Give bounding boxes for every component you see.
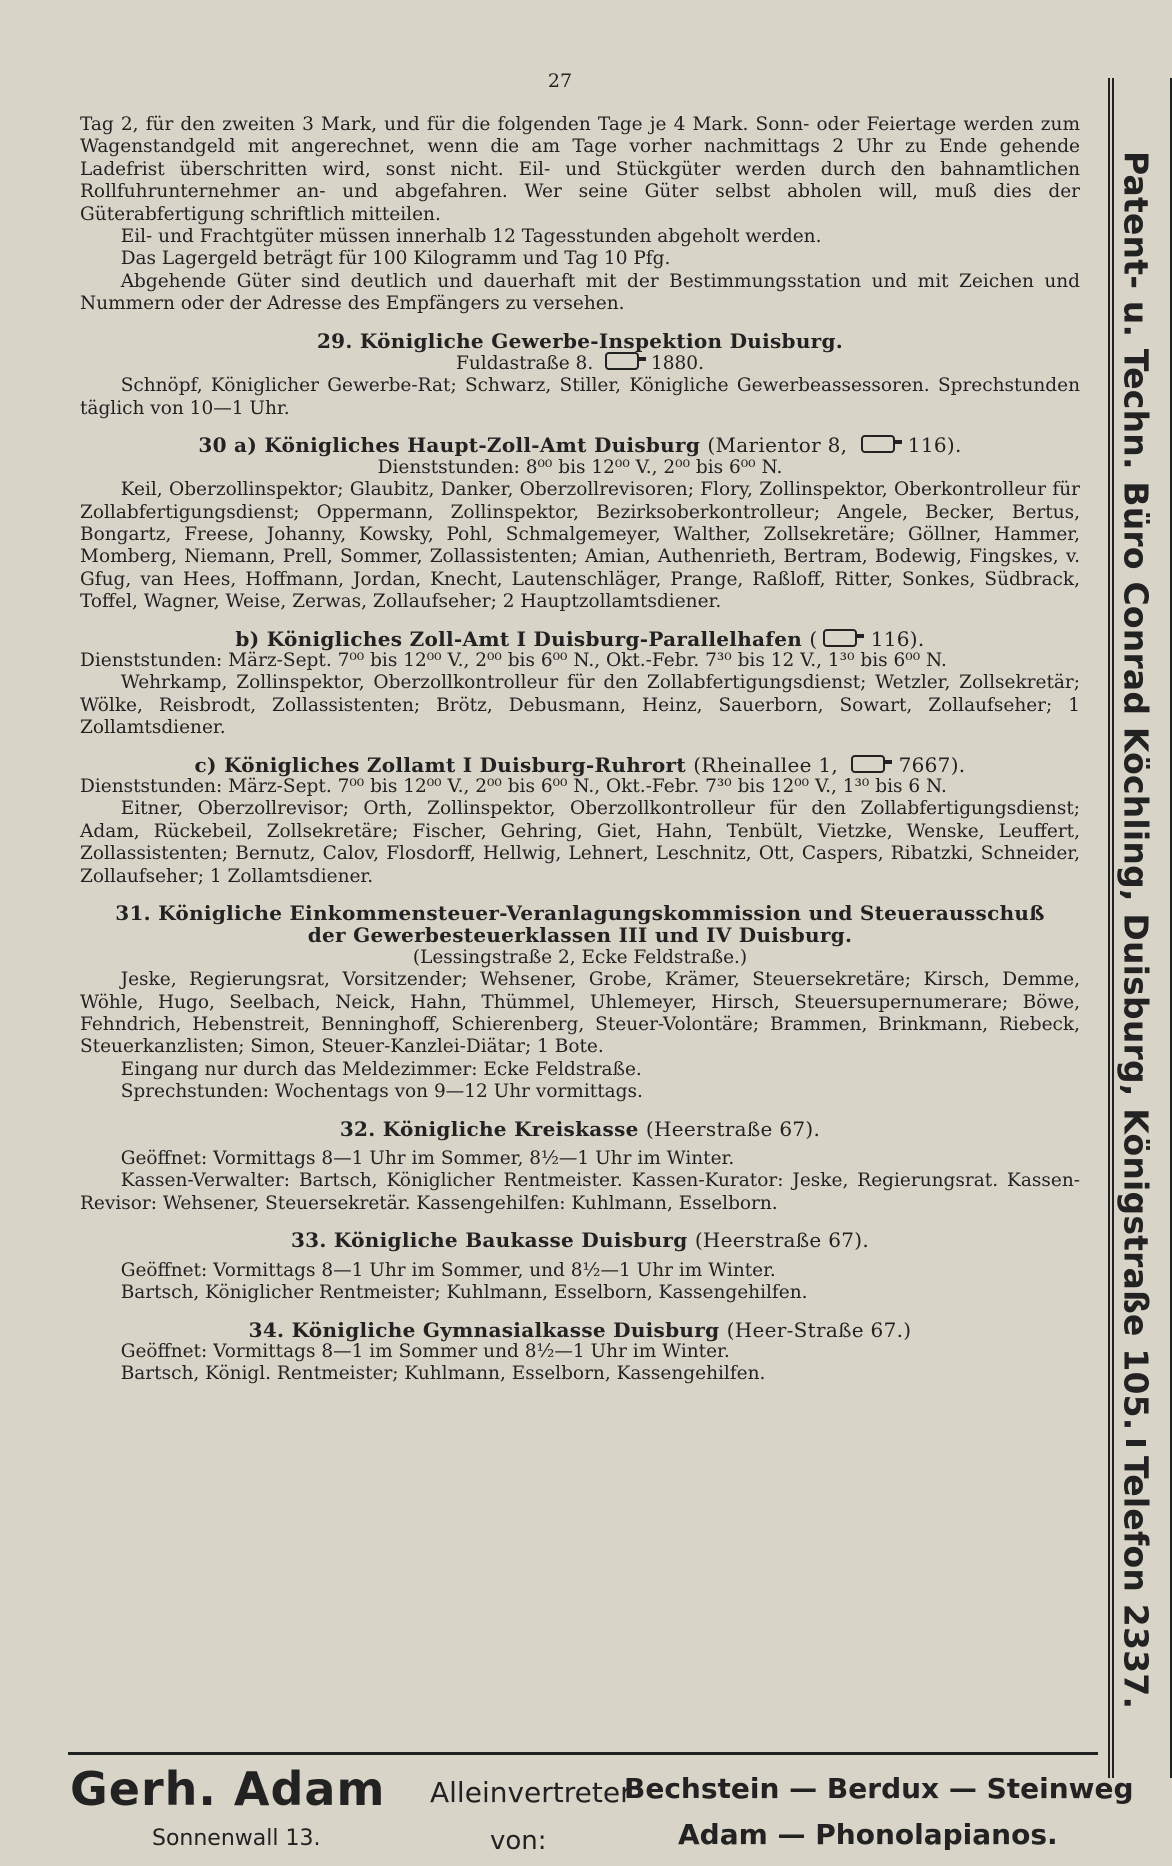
section-33-open: Geöffnet: Vormittags 8—1 Uhr im Sommer, und 8½—1 Uhr im Winter. [120,1259,776,1281]
section-30b-hours: Dienststunden: März-Sept. 7⁰⁰ bis 12⁰⁰ V., 2⁰⁰ bis 6⁰⁰ N., Okt.-Febr. 7³⁰ bis 12 V., 1³⁰ bis 6⁰⁰ N. [80,649,947,671]
section-30a-body: Keil, Oberzollinspektor; Glaubitz, Danker, Oberzollrevisoren; Flory, Zollinspektor, Oberkontrolleur für Zollabfertigungsdienst; Oppermann, Zollinspektor, Bezirksoberkontrolleur; Angele, Becker, Bertus, Bongartz, Freese, Johanny, Kowsky, Pohl, Schmalgemeyer, Walther, Zollsekretäre; Göllner, Hammer, Momberg, Niemann, Prell, Sommer, Zollassistenten; Amian, Authenrieth, Bertram, Bodewig, Fingskes, v. Gfug, van Hees, Hoffmann, Jordan, Knecht, Lautenschläger, Prange, Raßloff, Ritter, Sonkes, Südbrack, Toffel, Wagner, Weise, Zerwas, Zollaufseher; 2 Hauptzollamtsdiener. [80,479,1080,613]
section-31-body: Jeske, Regierungsrat, Vorsitzender; Wehsener, Grobe, Krämer, Steuersekretäre; Kirsch, Demme, Wöhle, Hugo, Seelbach, Neick, Hahn, Thümmel, Uhlemeyer, Hirsch, Steuersupernumerare; Böwe, Fehndrich, Hebenstreit, Benninghoff, Schierenberg, Steuer-Volontäre; Brammen, Brinkmann, Riebeck, Steuerkanzlisten; Simon, Steuer-Kanzlei-Diätar; 1 Bote. [80,969,1080,1058]
section-30b-heading-line: b) Königliches Zoll-Amt I Duisburg-Parallelhafen ( 116). [235,626,925,651]
paragraph: Eil- und Frachtgüter müssen innerhalb 12 Tagesstunden abgeholt werden. [120,226,822,248]
section-32-heading: 32. Königliche Kreiskasse [339,1116,639,1141]
section-30b-body: Wehrkamp, Zollinspektor, Oberzollkontrolleur für den Zollabfertigungsdienst; Wetzler, Zollsekretär; Wölke, Reisbrodt, Zollassistenten; Brötz, Debusmann, Heinz, Sauerborn, Sowart, Zollaufseher; 1 Zollamtsdiener. [80,672,1080,739]
section-30b-heading: b) Königliches Zoll-Amt I Duisburg-Parallelhafen [235,626,803,651]
telephone-icon [861,435,895,453]
section-34-body: Bartsch, Königl. Rentmeister; Kuhlmann, Esselborn, Kassengehilfen. [120,1363,766,1385]
section-30a-hours: Dienststunden: 8⁰⁰ bis 12⁰⁰ V., 2⁰⁰ bis 6⁰⁰ N. [377,456,783,478]
address: (Heerstraße 67). [694,1228,870,1253]
ad-company-name: Gerh. Adam [70,1762,386,1816]
section-30c-body: Eitner, Oberzollrevisor; Orth, Zollinspektor, Oberzollkontrolleur für den Zollabfertigungsdienst; Adam, Rückebeil, Zollsekretäre; Fischer, Gehring, Giet, Hahn, Tenbült, Vietzke, Wenske, Leuffert, Zollassistenten; Bernutz, Calov, Flosdorff, Hellwig, Lehnert, Leschnitz, Ott, Caspers, Ribatzki, Schneider, Zollaufseher; 1 Zollamtsdiener. [80,798,1080,887]
phone-number: 116). [870,626,925,651]
section-34-heading-line [80,1319,1080,1341]
telephone-icon [823,629,857,647]
section-31-heading-2: der Gewerbesteuerklassen III und IV Duisburg. [307,923,853,948]
section-34-heading: 34. Königliche Gymnasialkasse Duisburg [248,1317,720,1342]
paragraph: Tag 2, für den zweiten 3 Mark, und für die folgenden Tage je 4 Mark. Sonn- oder Feiertage werden zum Wagenstandgeld mit angerechnet, wenn die am Tage vorher nachmittags 2 Uhr zu Ende gehende Ladefrist überschritten wird, sonst nicht. Eil- und Stückgüter werden durch den bahnamtlichen Rollfuhrunternehmer an- und abgefahren. Wer seine Güter selbst abholen will, muß dies der Güterabfertigung schriftlich mitteilen. [80,114,1080,225]
main-text [80,114,1080,1386]
box-ornament [1126,1440,1146,1446]
address: (Rheinallee 1, [693,752,839,777]
ad-representative: Alleinvertreter [430,1776,632,1809]
page-number: 27 [547,70,573,92]
sidebar-ad [1112,150,1160,1710]
section-31-address: (Lessingstraße 2, Ecke Feldstraße.) [412,946,748,968]
section-29-heading: 29. Königliche Gewerbe-Inspektion Duisburg. [316,328,844,353]
ad-brands-line-2: Adam — Phonolapianos. [678,1818,1058,1851]
section-31-hours: Sprechstunden: Wochentags von 9—12 Uhr vormittags. [120,1081,643,1103]
section-31-entrance: Eingang nur durch das Meldezimmer: Ecke Feldstraße. [120,1058,642,1080]
section-29-body: Schnöpf, Königlicher Gewerbe-Rat; Schwarz, Stiller, Königliche Gewerbeassessoren. Sprechstunden täglich von 10—1 Uhr. [80,375,1080,419]
section-29-address-line [80,352,1080,375]
telephone-icon [851,755,885,773]
section-32-open: Geöffnet: Vormittags 8—1 Uhr im Sommer, 8½—1 Uhr im Winter. [120,1148,735,1170]
section-33-heading-line [80,1229,1080,1251]
section-33-body: Bartsch, Königlicher Rentmeister; Kuhlmann, Esselborn, Kassengehilfen. [120,1282,808,1304]
section-31-heading: 31. Königliche Einkommensteuer-Veranlagungskommission und Steuerausschuß [115,901,1045,925]
phone-number: 116). [907,433,962,458]
address: (Heer-Straße 67.) [726,1317,912,1342]
address: Fuldastraße 8. [456,353,594,375]
phone-number: 1880. [651,353,704,375]
section-32-body: Kassen-Verwalter: Bartsch, Königlicher Rentmeister. Kassen-Kurator: Jeske, Regierungsrat. Kassen-Revisor: Wehsener, Steuersekretär. Kassengehilfen: Kuhlmann, Esselborn. [80,1170,1080,1214]
section-30c-heading: c) Königliches Zollamt I Duisburg-Ruhrort [194,752,686,777]
ad-brands-line-1: Bechstein — Berdux — Steinweg [624,1772,1134,1805]
section-30a-heading: 30 a) Königliches Haupt-Zoll-Amt Duisburg [198,433,701,458]
sidebar-ad-text: Patent- u. Techn. Büro Conrad Köchling, Duisburg, Königstraße 105. [1116,150,1156,1431]
section-33-heading: 33. Königliche Baukasse Duisburg [290,1228,688,1253]
section-30a-heading-line [80,434,1080,456]
ad-address: Sonnenwall 13. [152,1826,321,1851]
paragraph: Abgehende Güter sind deutlich und dauerhaft mit der Bestimmungsstation und mit Zeichen und Nummern oder der Adresse des Empfängers zu versehen. [80,270,1080,315]
address: (Heerstraße 67). [645,1116,821,1141]
sidebar-ad-phone: Telefon 2337. [1116,1456,1156,1710]
section-30c-heading-line [80,754,1080,776]
divider [68,1752,1098,1755]
paragraph: Das Lagergeld beträgt für 100 Kilogramm und Tag 10 Pfg. [120,248,671,270]
section-34-open: Geöffnet: Vormittags 8—1 im Sommer und 8½—1 Uhr im Winter. [120,1340,730,1362]
section-32-heading-line [80,1118,1080,1140]
address: (Marientor 8, [707,433,848,458]
section-30c-hours: Dienststunden: März-Sept. 7⁰⁰ bis 12⁰⁰ V., 2⁰⁰ bis 6⁰⁰ N., Okt.-Febr. 7³⁰ bis 12⁰⁰ V., 1³⁰ bis 6 N. [80,775,947,797]
telephone-icon [605,352,639,370]
phone-number: 7667). [898,752,966,777]
ad-von: von: [490,1826,547,1856]
